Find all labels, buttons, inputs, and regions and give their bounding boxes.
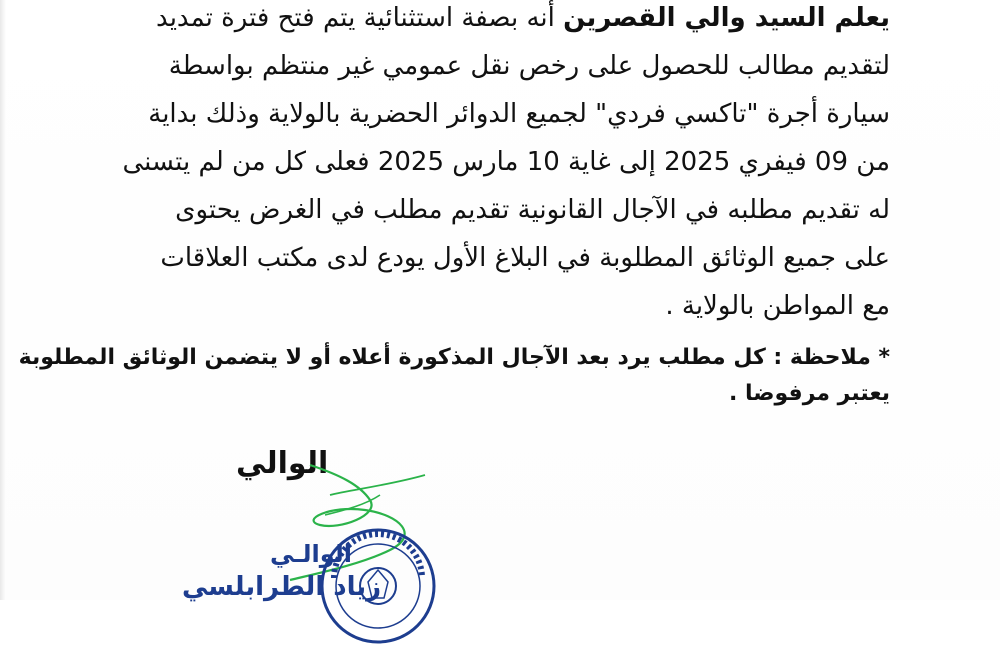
signatory-title: الوالي xyxy=(236,446,329,481)
stamp-name: زياد الطرابلسي xyxy=(182,572,382,602)
note-line-1: * ملاحظة : كل مطلب يرد بعد الآجال المذكورة أعلاه أو لا يتضمن الوثائق المطلوبة xyxy=(18,345,890,370)
note-section xyxy=(18,340,890,412)
announcer-name: يعلم السيد والي القصرين xyxy=(563,3,890,33)
paragraph-line-4: من 09 فيفري 2025 إلى غاية 10 مارس 2025 فعلى كل من لم يتسنى xyxy=(122,147,890,177)
page-edge-shadow xyxy=(0,0,6,600)
announcement-paragraph xyxy=(110,0,890,330)
paragraph-line-7: مع المواطن بالولاية . xyxy=(665,291,890,321)
paragraph-line-1-rest: أنه بصفة استثنائية يتم فتح فترة تمديد xyxy=(156,3,564,33)
paragraph-line-2: لتقديم مطالب للحصول على رخص نقل عمومي غير منتظم بواسطة xyxy=(168,51,890,81)
note-line-2: يعتبر مرفوضا . xyxy=(728,381,890,406)
paragraph-line-6: على جميع الوثائق المطلوبة في البلاغ الأول يودع لدى مكتب العلاقات xyxy=(160,243,890,273)
paragraph-line-3: سيارة أجرة "تاكسي فردي" لجميع الدوائر الحضرية بالولاية وذلك بداية xyxy=(148,99,890,129)
paragraph-line-5: له تقديم مطلبه في الآجال القانونية تقديم مطلب في الغرض يحتوى xyxy=(175,195,890,225)
stamp-title: الوالـي xyxy=(270,540,353,568)
paragraph-line-1 xyxy=(110,0,890,42)
